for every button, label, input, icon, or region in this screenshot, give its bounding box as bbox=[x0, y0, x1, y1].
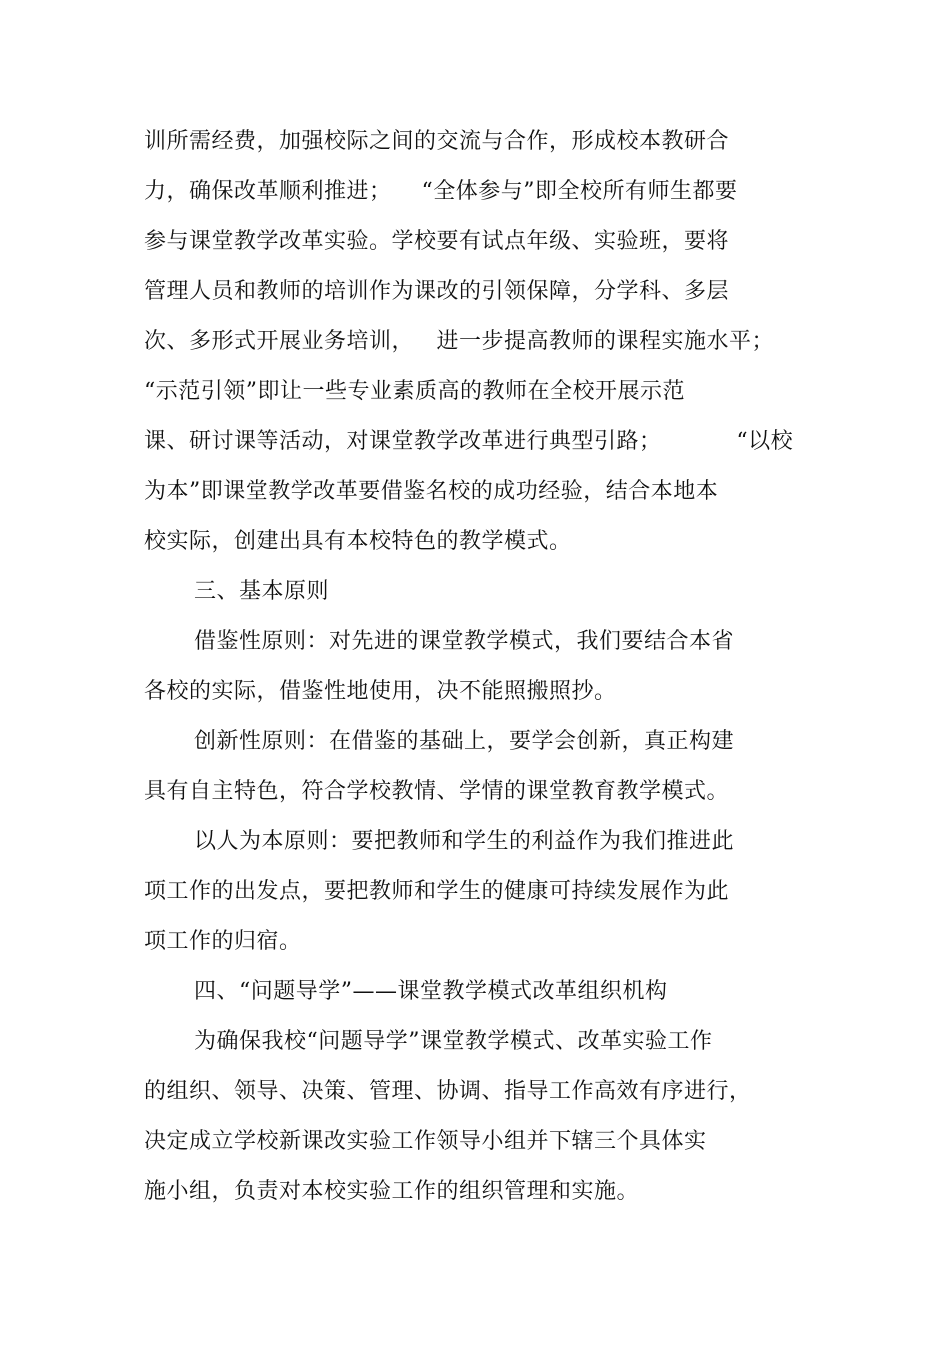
paragraph-line: 各校的实际，借鉴性地使用，决不能照搬照抄。 bbox=[144, 679, 617, 704]
paragraph-line: 参与课堂教学改革实验。学校要有试点年级、实验班，要将 bbox=[144, 229, 730, 254]
paragraph-line: 的组织、领导、决策、管理、协调、指导工作高效有序进行， bbox=[144, 1079, 752, 1104]
paragraph-line: 课、研讨课等活动，对课堂教学改革进行典型引路； “以校 bbox=[144, 429, 794, 454]
paragraph-line: 管理人员和教师的培训作为课改的引领保障，分学科、多层 bbox=[144, 279, 730, 304]
paragraph-line: 项工作的归宿。 bbox=[144, 929, 302, 954]
paragraph-line: 校实际，创建出具有本校特色的教学模式。 bbox=[144, 529, 572, 554]
paragraph-line: 项工作的出发点，要把教师和学生的健康可持续发展作为此 bbox=[144, 879, 730, 904]
paragraph-line: 为本”即课堂教学改革要借鉴名校的成功经验，结合本地本 bbox=[144, 479, 719, 504]
paragraph-line: 力，确保改革顺利推进； “全体参与”即全校所有师生都要 bbox=[144, 179, 738, 204]
paragraph-line: “示范引领”即让一些专业素质高的教师在全校开展示范 bbox=[144, 379, 685, 404]
paragraph-line: 决定成立学校新课改实验工作领导小组并下辖三个具体实 bbox=[144, 1129, 707, 1154]
paragraph-line: 训所需经费，加强校际之间的交流与合作，形成校本教研合 bbox=[144, 129, 730, 154]
paragraph-line: 借鉴性原则：对先进的课堂教学模式，我们要结合本省 bbox=[194, 629, 735, 654]
paragraph-line: 具有自主特色，符合学校教情、学情的课堂教育教学模式。 bbox=[144, 779, 730, 804]
paragraph-line: 为确保我校“问题导学”课堂教学模式、改革实验工作 bbox=[194, 1029, 713, 1054]
paragraph-line: 施小组，负责对本校实验工作的组织管理和实施。 bbox=[144, 1179, 640, 1204]
section-heading: 三、基本原则 bbox=[194, 579, 330, 604]
paragraph-line: 次、多形式开展业务培训， 进一步提高教师的课程实施水平； bbox=[144, 329, 774, 354]
section-heading: 四、“问题导学”——课堂教学模式改革组织机构 bbox=[194, 979, 668, 1004]
paragraph-line: 以人为本原则：要把教师和学生的利益作为我们推进此 bbox=[194, 829, 735, 854]
paragraph-line: 创新性原则：在借鉴的基础上，要学会创新，真正构建 bbox=[194, 729, 735, 754]
